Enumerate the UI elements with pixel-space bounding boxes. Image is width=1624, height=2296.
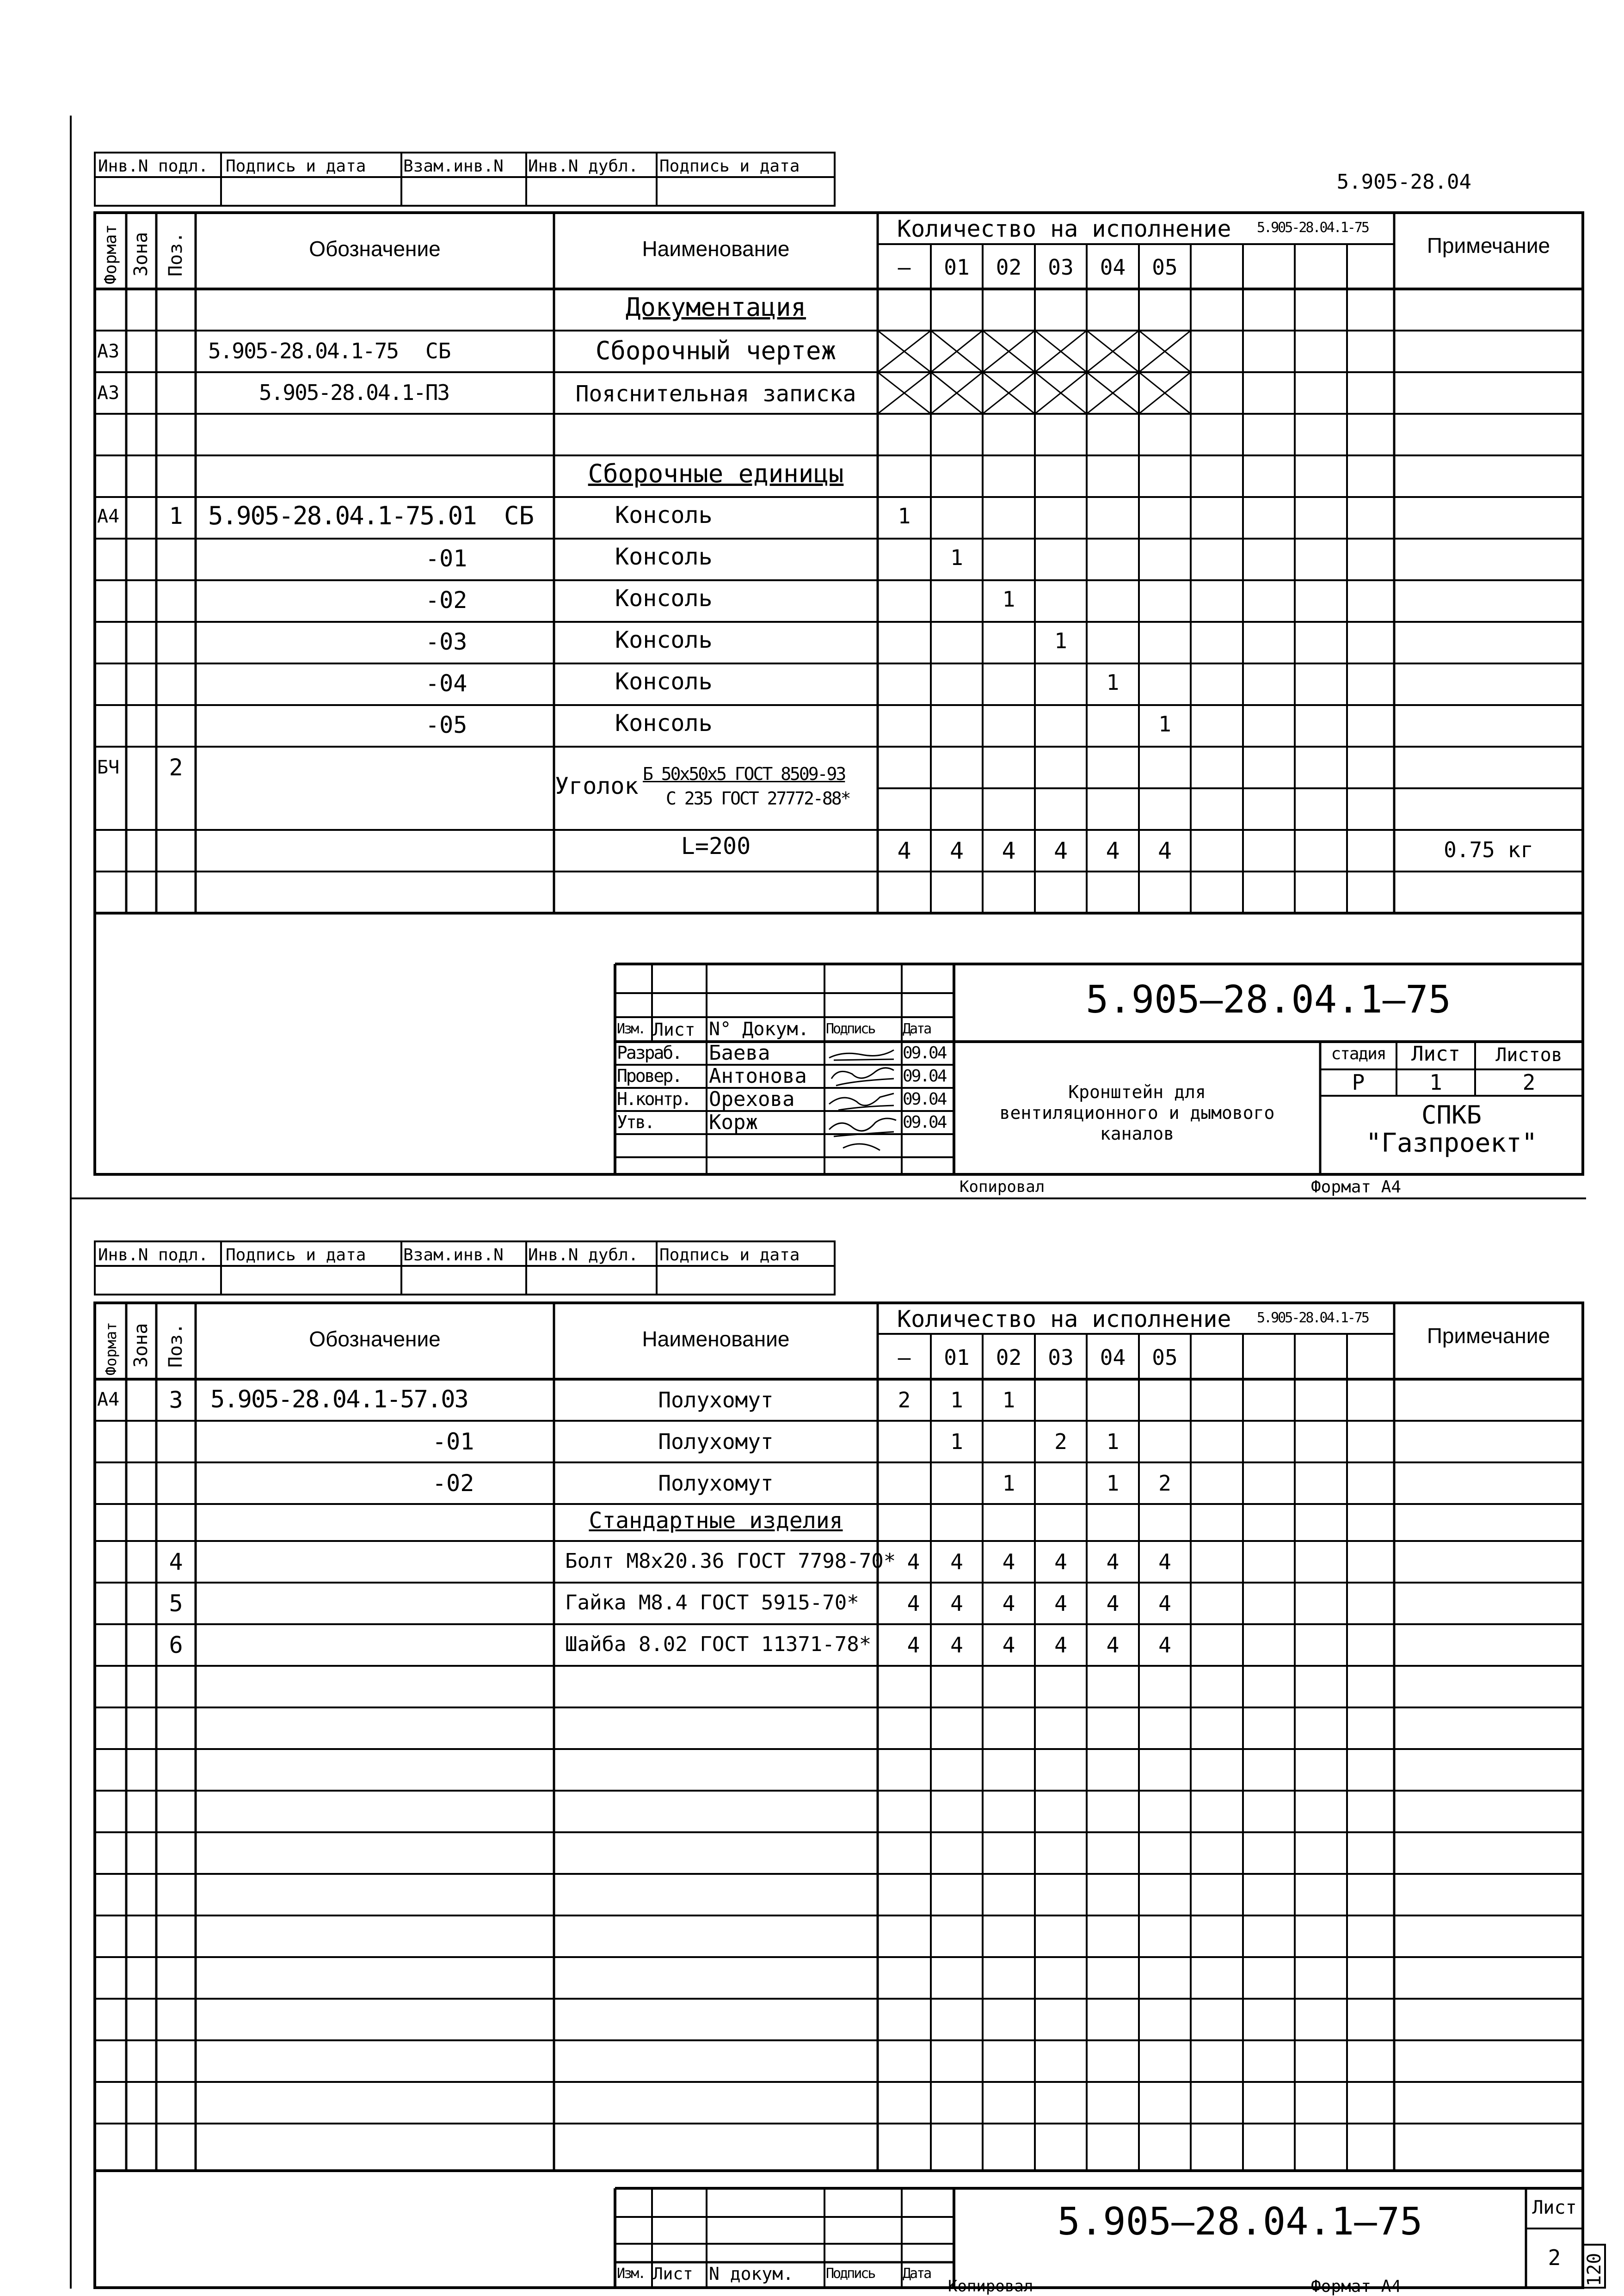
tb1-col-list: Лист: [653, 1019, 695, 1040]
s2-std-pos: 5: [169, 1590, 183, 1617]
s2-variant-05: 05: [1152, 1345, 1178, 1370]
signature-baeva: [829, 1050, 894, 1060]
s2-header-designation: Обозначение: [309, 1327, 441, 1351]
angle-qty: 4: [897, 837, 911, 864]
tb1-col-sign: Подпись: [826, 1021, 875, 1037]
s2-row-format: А4: [97, 1389, 120, 1410]
s2-row-qty: 1: [1106, 1429, 1120, 1454]
tb1-col-date: Дата: [903, 1021, 931, 1037]
s2-row-designation: 5.905-28.04.1-57.03: [210, 1386, 468, 1413]
assembly-row-qty: 1: [1002, 587, 1015, 612]
tb1-doc-title-1: Кронштейн для: [1068, 1082, 1206, 1102]
s2-stamp-vzam-inv: Взам.инв.N: [403, 1246, 504, 1265]
s2-std-name: Шайба 8.02 ГОСТ 11371-78*: [565, 1633, 872, 1656]
s2-stamp-podpis-data-2: Подпись и дата: [659, 1246, 800, 1265]
assembly-row-qty: 1: [1106, 670, 1120, 695]
side-number: 120: [1584, 2253, 1605, 2286]
tb1-sheet: 1: [1429, 1070, 1442, 1095]
tb1-person-role: Разраб.: [617, 1043, 682, 1063]
stamp-podpis-data-1: Подпись и дата: [226, 157, 366, 176]
tb1-person-date: 09.04: [903, 1090, 946, 1109]
variant-03: 03: [1048, 255, 1074, 280]
s2-std-qty: 4: [950, 1591, 963, 1616]
variant-05: 05: [1152, 255, 1178, 280]
angle-length: L=200: [681, 833, 751, 859]
header-note: Примечание: [1427, 233, 1550, 258]
header-qty: Количество на исполнение: [897, 215, 1231, 242]
angle-qty: 4: [1002, 837, 1016, 864]
assembly-row-qty: 1: [950, 545, 963, 570]
tb1-person-date: 09.04: [903, 1044, 946, 1062]
header-pos: Поз.: [165, 232, 186, 276]
s2-row-name: Полухомут: [658, 1429, 774, 1454]
tb1-person-name: Антонова: [709, 1064, 807, 1088]
title-code-2: 5.905–28.04.1–75: [1057, 2200, 1423, 2244]
tb1-person-role: Н.контр.: [617, 1089, 691, 1109]
s2-header-name: Наименование: [642, 1327, 790, 1351]
angle-spec-top: Б 50х50х5 ГОСТ 8509-93: [643, 764, 845, 784]
tb1-person-name: Орехова: [709, 1087, 795, 1111]
s2-std-qty: 4: [1158, 1633, 1171, 1658]
s2-variant-base: –: [898, 1345, 911, 1370]
s2-std-qty: 4: [1054, 1549, 1067, 1574]
s2-std-name: Болт М8х20.36 ГОСТ 7798-70*: [565, 1549, 896, 1573]
doc-row-2-designation: 5.905-28.04.1-ПЗ: [259, 380, 449, 405]
stamp-inv-dubl: Инв.N дубл.: [528, 157, 639, 176]
header-designation: Обозначение: [309, 237, 441, 261]
angle-qty: 4: [949, 837, 964, 864]
assembly-row-name: Консоль: [615, 626, 713, 653]
stamp-vzam-inv: Взам.инв.N: [403, 157, 504, 176]
assembly-row-qty: 1: [898, 503, 911, 528]
doc-row-1-designation: 5.905-28.04.1-75: [208, 338, 399, 363]
assembly-row-format: А4: [97, 506, 120, 527]
s2-variant-01: 01: [944, 1345, 970, 1370]
tb1-doc-title-2: вентиляционного и дымового: [999, 1103, 1275, 1123]
s2-stamp-inv-podl: Инв.N подл.: [98, 1246, 209, 1265]
s2-std-qty: 4: [1054, 1633, 1067, 1658]
s2-header-qty-ref: 5.905-28.04.1-75: [1257, 1310, 1368, 1326]
tb1-col-doc: N° Докум.: [709, 1019, 809, 1040]
tb2-col-izm: Изм.: [617, 2265, 645, 2282]
tb1-person-date: 09.04: [903, 1113, 946, 1132]
angle-format: БЧ: [97, 757, 120, 778]
angle-qty: 4: [1106, 837, 1120, 864]
s2-std-qty: 4: [1158, 1591, 1171, 1616]
s2-row-pos: 3: [169, 1387, 183, 1413]
assembly-row-designation: -04: [425, 670, 468, 697]
doc-row-1-suffix: СБ: [425, 338, 451, 363]
tb1-sheet-label: Лист: [1411, 1042, 1460, 1066]
s2-row-qty: 2: [1158, 1471, 1171, 1496]
header-name: Наименование: [642, 237, 790, 261]
tb2-sheet-label: Лист: [1532, 2197, 1577, 2218]
variant-01: 01: [944, 255, 970, 280]
tb2-sheet: 2: [1548, 2245, 1561, 2270]
assembly-row-name: Консоль: [615, 710, 713, 737]
s2-std-qty: 4: [1106, 1549, 1120, 1574]
signature-korzh: [829, 1118, 896, 1150]
tb2-col-doc: N докум.: [709, 2264, 794, 2284]
s2-row-qty: 1: [1106, 1471, 1120, 1496]
s2-row-qty: 1: [1002, 1387, 1015, 1412]
s2-header-format: Формат: [102, 1322, 120, 1375]
s2-row-qty: 1: [950, 1429, 963, 1454]
tb1-col-izm: Изм.: [617, 1021, 645, 1037]
s2-variant-03: 03: [1048, 1345, 1074, 1370]
s2-std-name: Гайка М8.4 ГОСТ 5915-70*: [565, 1591, 859, 1615]
tb2-col-date: Дата: [903, 2265, 931, 2282]
format-2: Формат А4: [1311, 2277, 1402, 2296]
tb1-person-name: Баева: [709, 1041, 770, 1065]
tb2-col-sign: Подпись: [826, 2265, 875, 2282]
s2-row-name: Полухомут: [658, 1471, 774, 1496]
s2-header-note: Примечание: [1427, 1324, 1550, 1348]
tb1-stage-label: стадия: [1331, 1044, 1386, 1063]
tb1-person-role: Провер.: [617, 1066, 682, 1086]
title-code-1: 5.905–28.04.1–75: [1086, 978, 1451, 1022]
s2-row-qty: 1: [950, 1387, 963, 1412]
s2-std-pos: 4: [169, 1548, 183, 1575]
tb1-person-date: 09.04: [903, 1067, 946, 1086]
stamp-podpis-data-2: Подпись и дата: [659, 157, 800, 176]
assembly-row-qty: 1: [1054, 628, 1067, 653]
s2-stamp-inv-dubl: Инв.N дубл.: [528, 1246, 639, 1265]
angle-spec-bottom: С 235 ГОСТ 27772-88*: [666, 788, 850, 809]
variant-base: –: [898, 255, 911, 280]
s2-std-qty: 4: [1002, 1591, 1015, 1616]
signatures-sheet1: [824, 1042, 902, 1160]
s2-row-designation: -01: [432, 1428, 474, 1455]
s2-std-qty: 4: [950, 1633, 963, 1658]
tb1-stage: Р: [1352, 1070, 1365, 1095]
s2-std-qty: 4: [1106, 1591, 1120, 1616]
assembly-row-suffix: СБ: [504, 501, 535, 530]
angle-qty: 4: [1157, 837, 1172, 864]
s2-row-qty: 1: [1002, 1471, 1015, 1496]
tb1-sheets-label: Листов: [1495, 1044, 1562, 1066]
assembly-row-designation: -03: [425, 628, 468, 655]
doc-row-2-name: Пояснительная записка: [575, 381, 856, 407]
doc-row-2-format: А3: [97, 382, 120, 404]
tb1-org-1: СПКБ: [1421, 1100, 1482, 1130]
angle-note: 0.75 кг: [1444, 837, 1533, 862]
s2-std-qty: 4: [1054, 1591, 1067, 1616]
copied-1: Копировал: [960, 1178, 1045, 1196]
format-1: Формат А4: [1311, 1178, 1402, 1197]
header-zone: Зона: [130, 232, 152, 276]
s2-std-qty: 4: [1002, 1633, 1015, 1658]
s2-row-qty: 2: [898, 1387, 911, 1412]
s2-row-designation: -02: [432, 1470, 474, 1497]
s2-header-qty: Количество на исполнение: [897, 1306, 1231, 1332]
section-assemblies: Сборочные единицы: [588, 459, 844, 488]
angle-pos: 2: [169, 754, 183, 781]
assembly-row-designation: 5.905-28.04.1-75.01: [208, 501, 476, 530]
assembly-row-designation: -05: [425, 712, 468, 738]
header-format: Формат: [101, 224, 120, 284]
assembly-row-name: Консоль: [615, 502, 713, 528]
s2-variant-04: 04: [1100, 1345, 1126, 1370]
s2-std-section: Стандартные изделия: [589, 1508, 843, 1534]
angle-name-prefix: Уголок: [555, 773, 639, 799]
s2-row-qty: 2: [1054, 1429, 1067, 1454]
assembly-row-name: Консоль: [615, 668, 713, 695]
s2-row-name: Полухомут: [658, 1387, 774, 1412]
s2-std-qty: 4: [907, 1549, 920, 1574]
doc-row-1-format: А3: [97, 341, 120, 362]
s2-std-qty: 4: [950, 1549, 963, 1574]
angle-qty: 4: [1053, 837, 1068, 864]
s2-std-qty: 4: [1158, 1549, 1171, 1574]
assembly-row-name: Консоль: [615, 585, 713, 612]
assembly-row-designation: -01: [425, 545, 468, 572]
assembly-row-qty: 1: [1158, 712, 1171, 737]
assembly-row-name: Консоль: [615, 543, 713, 570]
doc-row-1-name: Сборочный чертеж: [595, 336, 837, 365]
section-documentation: Документация: [625, 293, 806, 322]
tb1-person-role: Утв.: [617, 1112, 654, 1132]
tb1-org-2: "Газпроект": [1366, 1128, 1538, 1158]
header-qty-ref: 5.905-28.04.1-75: [1257, 220, 1368, 236]
tb1-sheets: 2: [1522, 1070, 1536, 1095]
doc-code-top: 5.905-28.04: [1336, 170, 1471, 194]
s2-header-zone: Зона: [130, 1323, 152, 1368]
s2-std-qty: 4: [907, 1633, 920, 1658]
s2-std-qty: 4: [1002, 1549, 1015, 1574]
tb2-col-list: Лист: [653, 2265, 693, 2284]
s2-std-qty: 4: [907, 1591, 920, 1616]
variant-04: 04: [1100, 255, 1126, 280]
stamp-inv-podl: Инв.N подл.: [98, 157, 209, 176]
copied-2: Копировал: [948, 2277, 1033, 2296]
variant-02: 02: [996, 255, 1022, 280]
s2-stamp-podpis-data-1: Подпись и дата: [226, 1246, 366, 1265]
signature-antonova: [831, 1068, 894, 1086]
s2-std-pos: 6: [169, 1632, 183, 1658]
s2-variant-02: 02: [996, 1345, 1022, 1370]
assembly-row-pos: 1: [169, 503, 183, 529]
s2-std-qty: 4: [1106, 1633, 1120, 1658]
assembly-row-designation: -02: [425, 587, 468, 614]
s2-header-pos: Поз.: [165, 1323, 186, 1368]
tb1-doc-title-3: каналов: [1100, 1123, 1175, 1144]
signature-orekhova: [829, 1093, 894, 1110]
tb1-person-name: Корж: [709, 1111, 758, 1134]
